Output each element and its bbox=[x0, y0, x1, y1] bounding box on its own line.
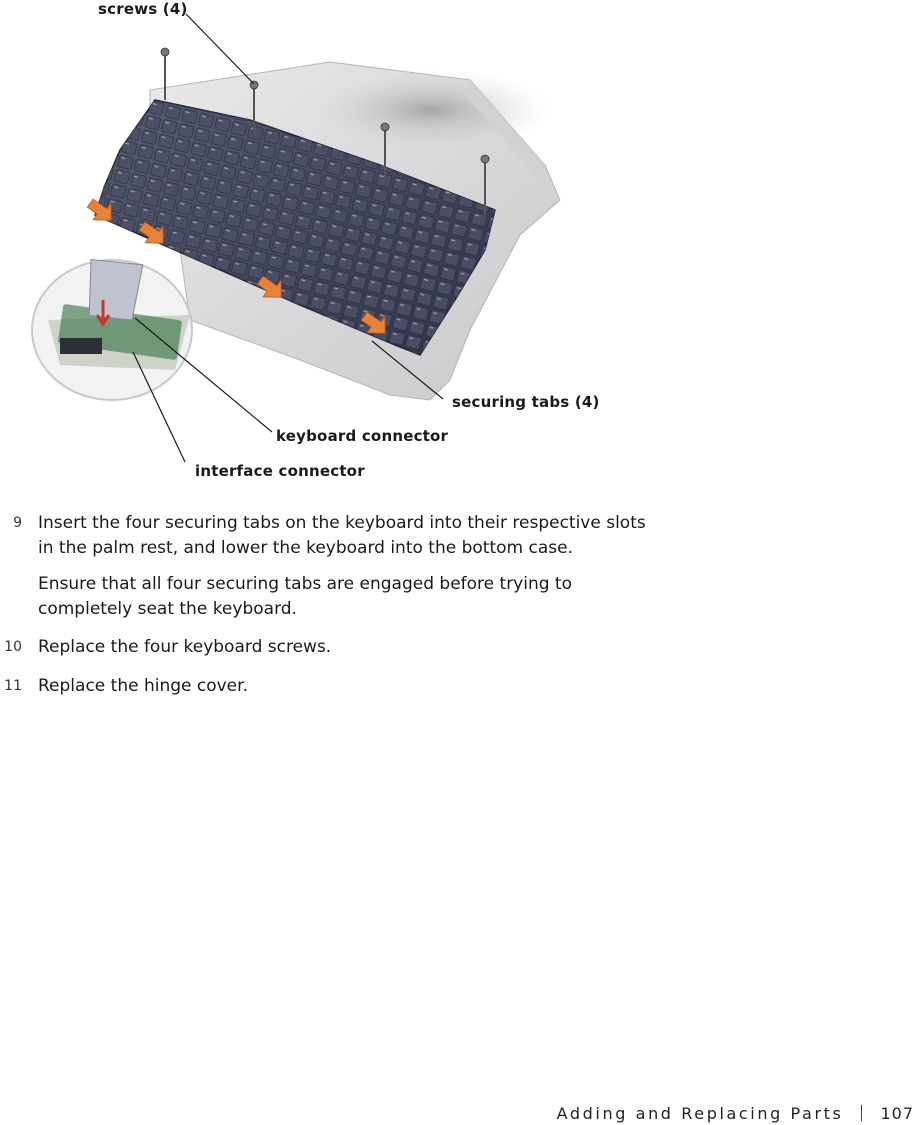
keyboard-illustration bbox=[0, 0, 660, 490]
step-text: Insert the four securing tabs on the keyboard into their respective slots in the palm rest, and lower the keyboard into the bottom case. bbox=[38, 513, 646, 558]
callout-securing-tabs: securing tabs (4) bbox=[452, 393, 600, 411]
keyboard-installation-figure bbox=[0, 0, 660, 490]
step-number: 11 bbox=[4, 678, 22, 694]
callout-screws: screws (4) bbox=[98, 0, 188, 18]
step-9-note: Ensure that all four securing tabs are engaged before trying to completely seat the keyboard. bbox=[38, 574, 572, 619]
callout-keyboard-connector: keyboard connector bbox=[276, 427, 449, 445]
step-number: 10 bbox=[4, 639, 22, 655]
page-footer bbox=[557, 1101, 914, 1125]
page-number: 107 bbox=[880, 1103, 914, 1123]
footer-section-title: Adding and Replacing Parts bbox=[556, 1103, 844, 1123]
footer-divider bbox=[861, 1105, 862, 1121]
connector-inset bbox=[32, 259, 192, 400]
step-number: 9 bbox=[13, 515, 22, 531]
step-text: Replace the hinge cover. bbox=[38, 676, 248, 696]
callout-interface-connector: interface connector bbox=[195, 462, 365, 480]
step-text: Replace the four keyboard screws. bbox=[38, 637, 332, 657]
